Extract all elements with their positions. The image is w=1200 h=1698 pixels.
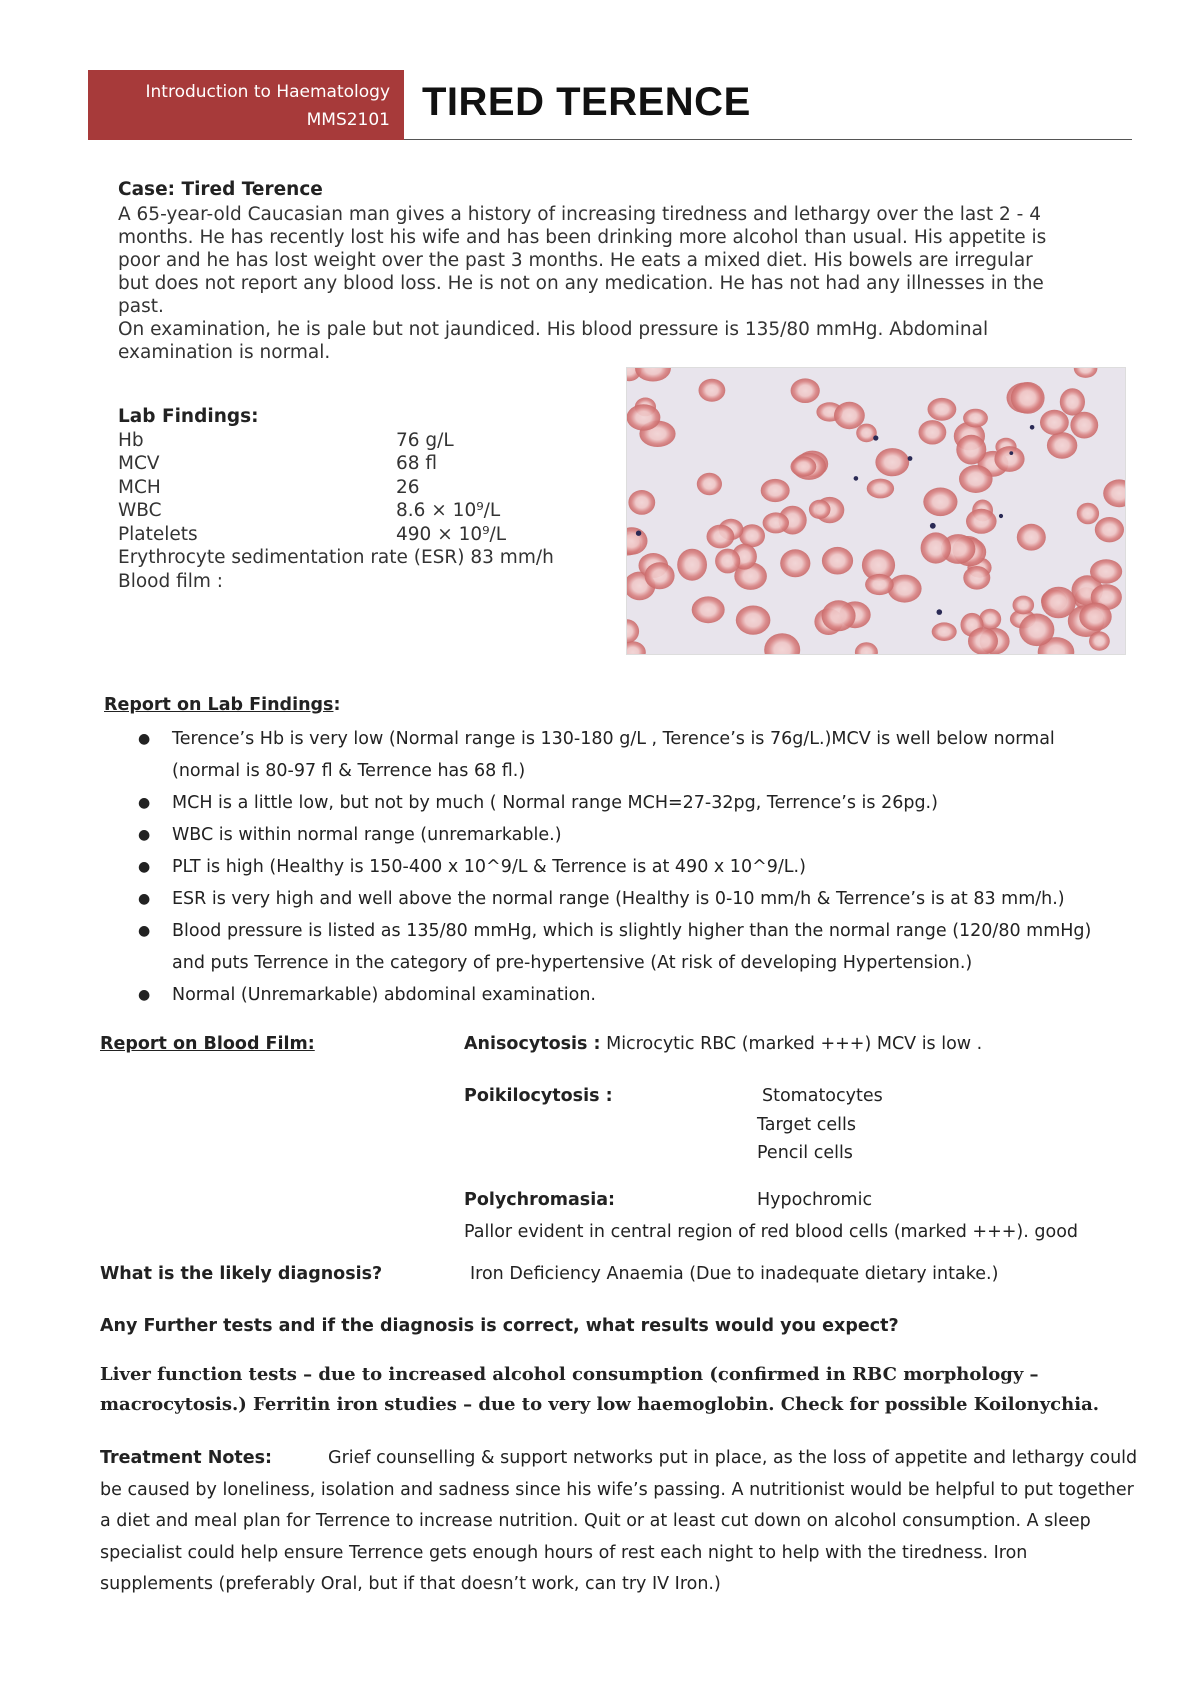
- bullet-icon: ●: [138, 891, 151, 907]
- course-banner: [88, 70, 404, 140]
- poikilocytosis-label: Poikilocytosis :: [464, 1086, 613, 1106]
- red-blood-cell: [865, 574, 894, 595]
- red-blood-cell: [1019, 614, 1054, 647]
- report-lab-title: Report on Lab Findings: [104, 695, 334, 715]
- course-name: Introduction to Haematology: [145, 82, 390, 102]
- red-blood-cell: [1040, 410, 1069, 435]
- red-blood-cell: [1041, 587, 1076, 619]
- list-item: [104, 915, 1144, 947]
- lab-value: 76 g/L: [396, 429, 454, 451]
- lab-findings: [118, 405, 638, 593]
- red-blood-cell: [791, 457, 817, 477]
- red-blood-cell: [736, 606, 771, 635]
- red-blood-cell: [780, 549, 810, 577]
- list-item-text: and puts Terrence in the category of pre-hypertensive (At risk of developing Hypertension.): [172, 953, 973, 973]
- case-examination: On examination, he is pale but not jaundiced. His blood pressure is 135/80 mmHg. Abdominal examination is normal.: [118, 319, 989, 363]
- lab-label: Platelets: [118, 523, 198, 545]
- list-item: [104, 787, 1144, 819]
- anisocytosis-value: Microcytic RBC (marked +++) MCV is low .: [600, 1034, 983, 1054]
- red-blood-cell: [963, 566, 990, 590]
- platelet: [873, 435, 878, 440]
- red-blood-cell: [699, 379, 726, 402]
- diagnosis-question: What is the likely diagnosis?: [100, 1264, 383, 1284]
- poikilocytosis-value: Stomatocytes: [762, 1086, 883, 1106]
- list-item-text: PLT is high (Healthy is 150-400 x 10^9/L & Terrence is at 490 x 10^9/L.): [172, 857, 806, 877]
- red-blood-cell: [692, 596, 725, 623]
- lab-value: 490 × 10⁹/L: [396, 523, 507, 545]
- red-blood-cell: [994, 446, 1024, 472]
- list-item: [104, 723, 1144, 755]
- treatment-notes: [100, 1443, 1140, 1601]
- red-blood-cell: [1079, 603, 1111, 631]
- case-heading: Case: Tired Terence: [118, 179, 323, 200]
- bullet-icon: ●: [138, 795, 151, 811]
- platelet: [1009, 451, 1013, 455]
- red-blood-cell: [1090, 559, 1122, 583]
- red-blood-cell: [697, 473, 722, 495]
- platelet: [930, 523, 936, 529]
- lab-label: Hb: [118, 429, 144, 451]
- red-blood-cell: [763, 512, 789, 533]
- bullet-icon: ●: [138, 987, 151, 1003]
- red-blood-cell: [822, 600, 856, 631]
- case-history: A 65-year-old Caucasian man gives a history of increasing tiredness and lethargy over the last 2 - 4 months. He has recently lost his wife and has been drinking more alcohol than usual. His appetite is poor and he has lost weight over the past 3 months. He eats a mixed diet. His bowels are irregular but does not report any blood loss. He is not on any medication. He has not had any illnesses in the past.: [118, 204, 1047, 317]
- red-blood-cell: [761, 479, 790, 502]
- red-blood-cell: [1017, 524, 1046, 551]
- lab-value: 26: [396, 476, 420, 498]
- list-item: [104, 819, 1144, 851]
- poikilocytosis-value: Target cells: [757, 1115, 856, 1135]
- polychromasia-label: Polychromasia:: [464, 1190, 616, 1210]
- red-blood-cell: [928, 398, 957, 421]
- red-blood-cell: [963, 409, 988, 428]
- red-blood-cell: [1077, 503, 1099, 525]
- list-item-text: Blood pressure is listed as 135/80 mmHg, which is slightly higher than the normal range (120/80 mmHg): [172, 921, 1092, 941]
- list-item: [104, 851, 1144, 883]
- red-blood-cell: [1060, 388, 1085, 415]
- red-blood-cell: [966, 509, 997, 534]
- case-section: [118, 178, 1048, 364]
- platelet: [1030, 425, 1035, 430]
- lab-value: 8.6 × 10⁹/L: [396, 500, 501, 521]
- lab-label: MCH: [118, 476, 161, 498]
- lab-value: 68 fl: [396, 453, 438, 474]
- platelet: [854, 476, 859, 481]
- further-tests-question: Any Further tests and if the diagnosis is correct, what results would you expect?: [100, 1316, 899, 1336]
- lab-row: [118, 499, 638, 523]
- anisocytosis-label: Anisocytosis :: [464, 1034, 601, 1054]
- lab-row: [118, 476, 638, 500]
- poikilocytosis-value: Pencil cells: [757, 1143, 853, 1163]
- diagnosis-answer: Iron Deficiency Anaemia (Due to inadequate dietary intake.): [470, 1264, 999, 1284]
- list-item-text: ESR is very high and well above the normal range (Healthy is 0-10 mm/h & Terrence’s is at 83 mm/h.): [172, 889, 1065, 909]
- list-item-text: Normal (Unremarkable) abdominal examination.: [172, 985, 596, 1005]
- red-blood-cell: [628, 490, 655, 515]
- red-blood-cell: [1089, 631, 1110, 650]
- red-blood-cell: [1013, 596, 1035, 615]
- report-film-title: Report on Blood Film:: [100, 1034, 315, 1054]
- red-blood-cell: [875, 448, 909, 476]
- red-blood-cell: [809, 500, 831, 519]
- platelet: [999, 514, 1003, 518]
- red-blood-cell: [822, 547, 853, 575]
- lab-row: [118, 429, 638, 453]
- list-item: [104, 755, 1144, 787]
- esr-line: Erythrocyte sedimentation rate (ESR) 83 mm/h: [118, 547, 554, 568]
- list-item-text: WBC is within normal range (unremarkable.): [172, 825, 562, 845]
- bullet-icon: ●: [138, 859, 151, 875]
- bullet-icon: ●: [138, 827, 151, 843]
- red-blood-cell: [627, 404, 661, 430]
- red-blood-cell: [923, 488, 957, 517]
- red-blood-cell: [1011, 382, 1045, 414]
- treatment-label: Treatment Notes:: [100, 1448, 273, 1468]
- list-item-text: MCH is a little low, but not by much ( Normal range MCH=27-32pg, Terrence’s is 26pg.): [172, 793, 938, 813]
- pallor-line: Pallor evident in central region of red blood cells (marked +++). good: [464, 1222, 1079, 1242]
- red-blood-cell: [888, 575, 922, 603]
- red-blood-cell: [1047, 432, 1077, 459]
- red-blood-cell: [707, 525, 735, 549]
- lab-row: [118, 523, 638, 547]
- red-blood-cell: [968, 627, 998, 654]
- platelet: [636, 531, 641, 536]
- lab-row: [118, 452, 638, 476]
- polychromasia-value: Hypochromic: [757, 1190, 873, 1210]
- red-blood-cell: [677, 549, 707, 581]
- bullet-icon: ●: [138, 731, 151, 747]
- red-blood-cell: [921, 532, 951, 563]
- red-blood-cell: [645, 562, 675, 589]
- red-blood-cell: [932, 622, 957, 641]
- red-blood-cell: [715, 549, 740, 574]
- list-item-text: (normal is 80-97 fl & Terrence has 68 fl.): [172, 761, 526, 781]
- red-blood-cell: [919, 420, 947, 444]
- platelet: [937, 609, 943, 615]
- red-blood-cell: [834, 402, 865, 429]
- treatment-text: Grief counselling & support networks put in place, as the loss of appetite and lethargy could be caused by loneliness, isolation and sadness since his wife’s passing. A nutritionist would be helpful to put together a diet and meal plan for Terrence to increase nutrition. Quit or at least cut down on alcohol consumption. A sleep specialist could help ensure Terrence gets enough hours of rest each night to help with the tiredness. Iron supplements (preferably Oral, but if that doesn’t work, can try IV Iron.): [100, 1448, 1138, 1594]
- further-tests-answer: Liver function tests – due to increased alcohol consumption (confirmed in RBC morphology – macrocytosis.) Ferritin iron studies – due to very low haemoglobin. Check for possible Koilonychia.: [100, 1364, 1099, 1415]
- course-code: MMS2101: [306, 110, 390, 130]
- lab-label: MCV: [118, 453, 160, 474]
- list-item: [104, 883, 1144, 915]
- red-blood-cell: [867, 479, 894, 499]
- red-blood-cell: [791, 378, 820, 403]
- report-lab-title-colon: :: [333, 695, 341, 715]
- red-blood-cell: [956, 435, 986, 465]
- list-item: [104, 979, 1144, 1011]
- platelet: [908, 456, 913, 461]
- report-lab-findings: [104, 693, 1144, 1011]
- bullet-icon: ●: [138, 923, 151, 939]
- document-title: TIRED TERENCE: [422, 80, 751, 124]
- list-item: [104, 947, 1144, 979]
- lab-label: WBC: [118, 500, 162, 521]
- blood-film-image: [626, 367, 1126, 655]
- red-blood-cell: [1095, 517, 1124, 542]
- blood-film-line: Blood film :: [118, 570, 224, 592]
- lab-findings-title: Lab Findings:: [118, 406, 259, 427]
- list-item-text: Terence’s Hb is very low (Normal range is 130-180 g/L , Terence’s is 76g/L.)MCV is well below normal: [172, 729, 1055, 749]
- anisocytosis-line: [464, 1034, 982, 1054]
- red-blood-cell: [1070, 412, 1098, 439]
- header-divider: [404, 139, 1132, 140]
- red-blood-cell: [959, 465, 993, 493]
